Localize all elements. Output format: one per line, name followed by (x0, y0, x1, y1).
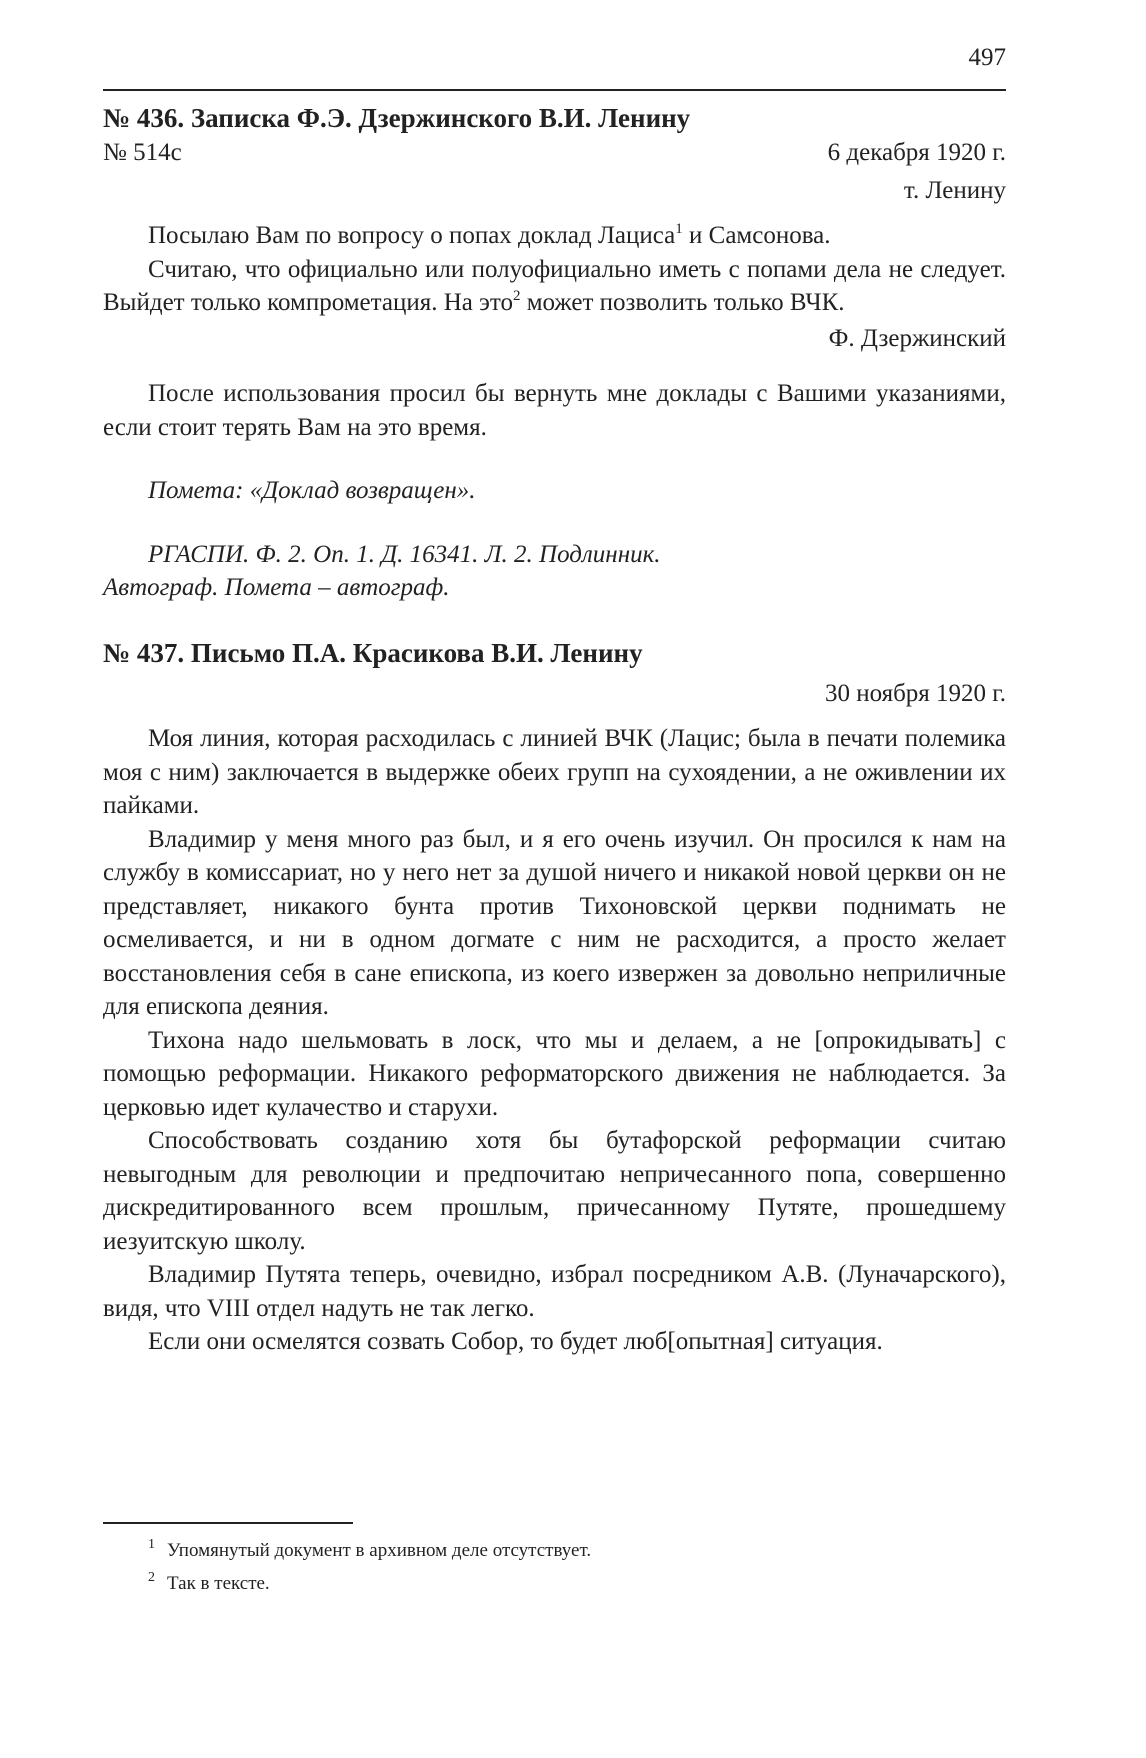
document-437-heading: № 437. Письмо П.А. Красикова В.И. Ленину (103, 637, 643, 668)
page-number: 497 (968, 44, 1006, 71)
document-436-paragraph-1: Посылаю Вам по вопросу о попах доклад Лациса$^1$ и Самсонова. (148, 221, 831, 249)
footnote-1-mark: 1 (148, 1537, 155, 1552)
document-436-date: 6 декабря 1920 г. (827, 139, 1006, 166)
footnote-ref-1: 1 (675, 221, 683, 237)
document-436-paragraph-2: Считаю, что официально или полуофициально иметь с попами дела не следует. Выйдет только компрометация. На это$^2$ может позволить только ВЧК. (103, 255, 1006, 316)
document-436-archive-line-2: Автограф. Помета – автограф. (103, 574, 450, 601)
document-437-date: 30 ноября 1920 г. (824, 679, 1006, 707)
document-436-addressee: т. Ленину (903, 176, 1006, 204)
header-rule (103, 89, 1006, 91)
document-437-paragraph: Владимир у меня много раз был, и я его очень изучил. Он просился к нам на службу в комиссариат, но у него нет за душой ничего и никакой новой церкви он не представляет, никакого бунта против Тихоновской церкви поднимать не осмеливается, и ни в одном догмате с ним не расходится, а просто желает восстановления себя в сане епископа, из коего извержен за довольно неприличные для епископа деяния. (103, 825, 1006, 1020)
footnote-1-text: Упомянутый документ в архивном деле отсутствует. (167, 1540, 592, 1561)
document-436-meta (103, 136, 1006, 170)
document-436-number: № 514с (103, 139, 182, 166)
document-436-archive-line-1: РГАСПИ. Ф. 2. Оп. 1. Д. 16341. Л. 2. Подлинник. (148, 540, 661, 568)
footnote-ref-2: 2 (512, 288, 521, 304)
footnote-2 (148, 1567, 591, 1600)
footnote-2-text: Так в тексте. (167, 1573, 270, 1594)
footnote-1 (148, 1534, 591, 1567)
document-437-paragraph: Способствовать созданию хотя бы бутафорской реформации считаю невыгодным для революции и предпочитаю непричесанного попа, совершенно дискредитированного всем прошлым, причесанному Путяте, прошедшему иезуитскую школу. (103, 1127, 1006, 1255)
document-437-paragraph: Тихона надо шельмовать в лоск, что мы и делаем, а не [опрокидывать] с помощью реформации. Никакого реформаторского движения не наблюдается. За церковью идет кулачество и старухи. (103, 1026, 1006, 1121)
document-436-heading: № 436. Записка Ф.Э. Дзержинского В.И. Ленину (103, 103, 691, 133)
document-437-paragraph: Моя линия, которая расходилась с линией ВЧК (Лацис; была в печати полемика моя с ним) заключается в выдержке обеих групп на сухоядении, а не оживлении их пайками. (103, 725, 1006, 819)
footnotes (148, 1534, 591, 1600)
document-436-signature: Ф. Дзержинский (828, 324, 1006, 352)
document-437-paragraph: Если они осмелятся созвать Собор, то будет люб[опытная] ситуация. (148, 1328, 883, 1355)
document-436-mark: Помета: «Доклад возвращен». (148, 477, 476, 504)
footnote-rule (103, 1522, 353, 1524)
footnote-2-mark: 2 (148, 1570, 155, 1585)
document-436-paragraph-3: После использования просил бы вернуть мне доклады с Вашими указаниями, если стоит терять Вам на это время. (103, 380, 1006, 441)
page-body (103, 100, 1006, 1359)
document-437-paragraph: Владимир Путята теперь, очевидно, избрал посредником А.В. (Луначарского), видя, что VIII отдел надуть не так легко. (103, 1261, 1006, 1322)
